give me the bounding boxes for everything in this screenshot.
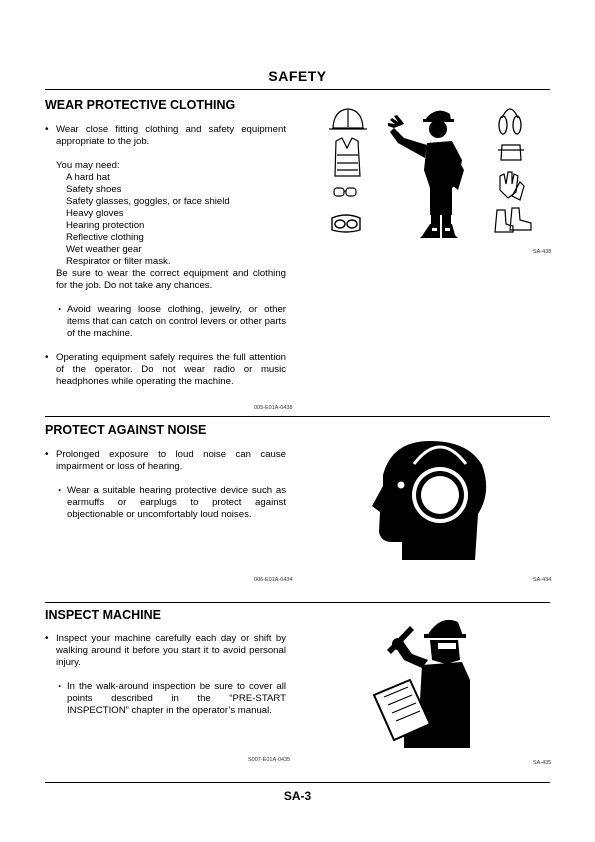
list-item: Safety shoes	[66, 184, 122, 195]
list-item: Hearing protection	[66, 220, 145, 231]
footer-rule	[45, 782, 550, 783]
need-outro: Be sure to wear the correct equipment and clothing for the job. Do not take any chances.	[56, 268, 286, 291]
section-heading-inspect-machine: INSPECT MACHINE	[45, 608, 161, 622]
need-intro: You may need:	[56, 160, 120, 171]
section-code: 006-E01A-0434	[254, 577, 293, 583]
figure-code: SA-435	[533, 760, 552, 766]
list-item: Respirator or filter mask.	[66, 256, 171, 267]
list-item: Safety glasses, goggles, or face shield	[66, 196, 230, 207]
section-heading-protect-against-noise: PROTECT AGAINST NOISE	[45, 423, 207, 437]
sub-bullet-text: · In the walk-around inspection be sure to cover all points described in the “PRE-START INSPECTION” chapter in the operator’s manual.	[56, 681, 286, 717]
figure-code: SA-438	[533, 249, 552, 255]
figure-code: SA-434	[533, 577, 552, 583]
list-item: Reflective clothing	[66, 232, 144, 243]
bullet-text: • Operating equipment safely requires the full attention of the operator. Do not wear radio or music headphones while operating the machine.	[45, 352, 286, 388]
page-number: SA-3	[283, 789, 312, 803]
bullet-text: • Wear close fitting clothing and safety equipment appropriate to the job.	[45, 124, 286, 148]
section-heading-wear-protective-clothing: WEAR PROTECTIVE CLOTHING	[45, 98, 236, 112]
inspector-with-clipboard-icon	[374, 620, 470, 748]
sub-bullet-text: · Avoid wearing loose clothing, jewelry, or other items that can catch on control levers or other parts of the machine.	[56, 304, 286, 340]
list-item: A hard hat	[66, 172, 110, 183]
list-item: Wet weather gear	[66, 244, 142, 255]
page-title: SAFETY	[268, 68, 327, 84]
section-code: 005-E01A-0438	[254, 405, 293, 411]
sub-bullet-text: · Wear a suitable hearing protective device such as earmuffs or earplugs to protect against objectionable or uncomfortably loud noises.	[56, 485, 286, 521]
list-item: Heavy gloves	[66, 208, 124, 219]
bullet-text: • Inspect your machine carefully each day or shift by walking around it before you start it to avoid personal injury.	[45, 633, 286, 669]
bullet-text: • Prolonged exposure to loud noise can cause impairment or loss of hearing.	[45, 449, 286, 473]
section-code: S007-E01A-0435	[248, 757, 291, 763]
